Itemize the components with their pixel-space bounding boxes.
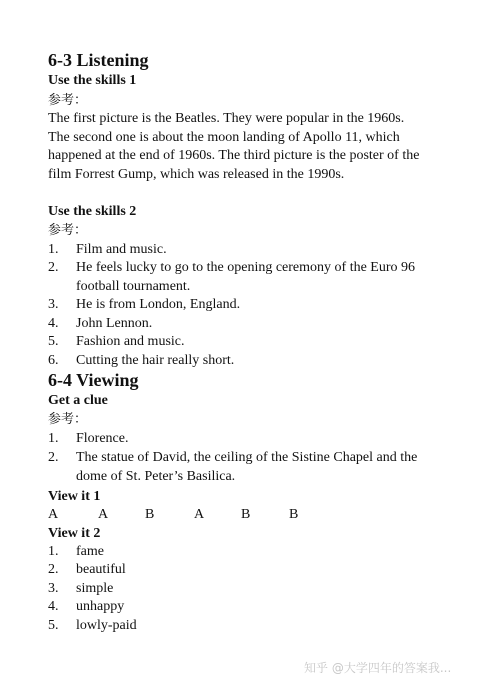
item-text: John Lennon. <box>76 316 153 331</box>
list-item <box>48 561 428 580</box>
answer-choice: A <box>98 507 109 522</box>
item-text: lowly-paid <box>76 618 137 633</box>
reference-label: 参考： <box>48 93 88 108</box>
item-text: Florence. <box>76 431 129 446</box>
heading-use-the-skills-2: Use the skills 2 <box>48 204 137 219</box>
item-text: The statue of David, the ceiling of the Sistine Chapel and the dome of St. Peter’s Basilica. <box>76 450 418 484</box>
item-number: 5. <box>48 618 59 633</box>
list-item <box>48 296 428 315</box>
heading-view-it-1: View it 1 <box>48 489 101 504</box>
list-item <box>48 430 428 449</box>
list-item <box>48 580 428 599</box>
item-text: beautiful <box>76 562 126 577</box>
answer-paragraph: The first picture is the Beatles. They were popular in the 1960s. The second one is about the moon landing of Apollo 11, which happened at the end of 1960s. The third picture is the poster of the film Forrest Gump, which was released in the 1990s. <box>48 111 420 182</box>
list-item <box>48 241 428 260</box>
answer-choice: B <box>241 507 251 522</box>
item-number: 3. <box>48 581 59 596</box>
item-text: unhappy <box>76 599 125 614</box>
watermark: 知乎 @大学四年的答案我... <box>304 661 452 675</box>
answer-choice: A <box>194 507 205 522</box>
answer-choice: A <box>48 507 59 522</box>
heading-use-the-skills-1: Use the skills 1 <box>48 73 137 88</box>
list-item <box>48 449 428 486</box>
item-text: Fashion and music. <box>76 334 185 349</box>
reference-label: 参考： <box>48 223 88 238</box>
item-text: fame <box>76 544 104 559</box>
item-text: He is from London, England. <box>76 297 241 312</box>
item-number: 2. <box>48 450 59 465</box>
item-number: 4. <box>48 316 59 331</box>
item-number: 3. <box>48 297 59 312</box>
item-number: 2. <box>48 562 59 577</box>
list-item <box>48 259 428 296</box>
answer-choice: B <box>145 507 155 522</box>
section-title-listening: 6-3 Listening <box>48 50 149 70</box>
section-title-viewing: 6-4 Viewing <box>48 370 139 390</box>
item-text: He feels lucky to go to the opening ceremony of the Euro 96 football tournament. <box>76 260 416 294</box>
answer-choice: B <box>289 507 299 522</box>
list-item <box>48 352 428 371</box>
list-item <box>48 617 428 636</box>
item-text: simple <box>76 581 114 596</box>
list-item <box>48 598 428 617</box>
list-item <box>48 315 428 334</box>
item-number: 2. <box>48 260 59 275</box>
list-item <box>48 333 428 352</box>
heading-view-it-2: View it 2 <box>48 526 101 541</box>
reference-label: 参考： <box>48 412 88 427</box>
heading-get-a-clue: Get a clue <box>48 393 108 408</box>
item-text: Cutting the hair really short. <box>76 353 235 368</box>
item-number: 1. <box>48 242 59 257</box>
item-number: 4. <box>48 599 59 614</box>
item-text: Film and music. <box>76 242 167 257</box>
item-number: 1. <box>48 431 59 446</box>
item-number: 5. <box>48 334 59 349</box>
item-number: 1. <box>48 544 59 559</box>
list-item <box>48 543 428 562</box>
item-number: 6. <box>48 353 59 368</box>
